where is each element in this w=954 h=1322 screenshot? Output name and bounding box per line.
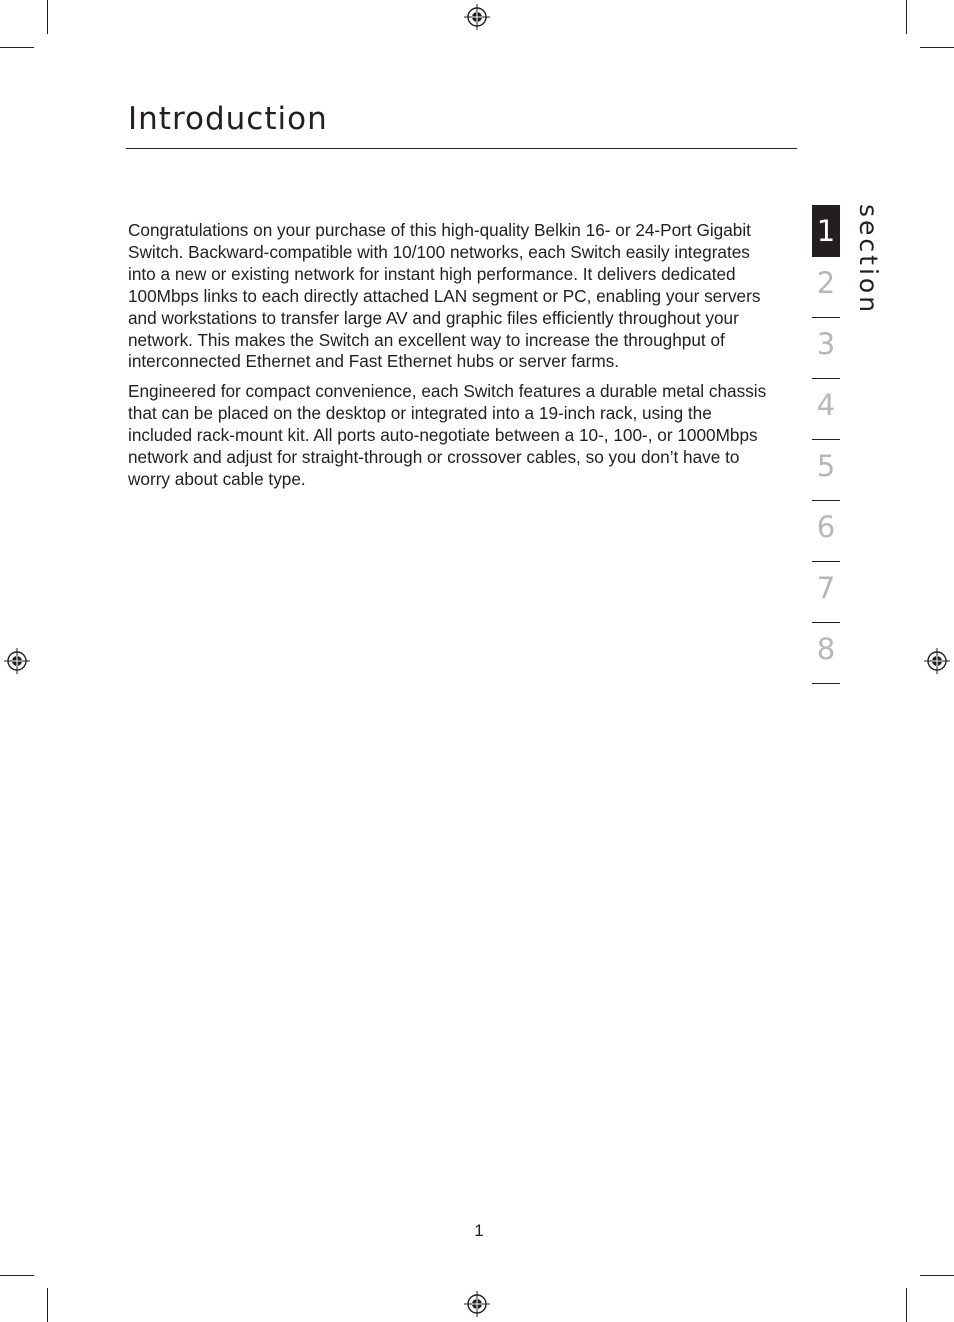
crop-mark-bottom-left xyxy=(47,1288,48,1322)
section-number: 5 xyxy=(816,449,836,483)
section-item-3[interactable] xyxy=(812,318,840,379)
section-item-4[interactable] xyxy=(812,379,840,440)
page-title: Introduction xyxy=(128,101,328,137)
section-label: section xyxy=(854,204,883,316)
section-number: 6 xyxy=(816,510,836,544)
registration-mark-icon xyxy=(924,648,950,674)
section-item-7[interactable] xyxy=(812,562,840,623)
section-number: 2 xyxy=(816,266,836,300)
section-number: 4 xyxy=(816,388,836,422)
crop-mark-bottom-right xyxy=(920,1275,954,1276)
section-divider xyxy=(812,683,840,684)
crop-mark-bottom-left xyxy=(0,1275,34,1276)
paragraph: Congratulations on your purchase of this high-quality Belkin 16- or 24-Port Gigabit Switch. Backward-compatible with 10/100 networks, each Switch easily integrates into a new or existing network for instant high performance. It delivers dedicated 100Mbps links to each directly attached LAN segment or PC, enabling your servers and workstations to transfer large AV and graphic files efficiently throughout your network. This makes the Switch an excellent way to increase the throughput of interconnected Ethernet and Fast Ethernet hubs or server farms. xyxy=(128,220,761,372)
section-number: 8 xyxy=(816,632,836,666)
title-divider xyxy=(126,148,797,149)
section-item-2[interactable] xyxy=(812,257,840,318)
section-number: 1 xyxy=(816,214,836,248)
crop-mark-top-left xyxy=(47,0,48,34)
section-item-1[interactable] xyxy=(812,205,840,257)
registration-mark-icon xyxy=(464,4,490,30)
crop-mark-top-left xyxy=(0,47,34,48)
section-item-6[interactable] xyxy=(812,501,840,562)
paragraph: Engineered for compact convenience, each Switch features a durable metal chassis that can be placed on the desktop or integrated into a 19-inch rack, using the included rack-mount kit. All ports auto-negotiate between a 10-, 100-, or 1000Mbps network and adjust for straight-through or crossover cables, so you don’t have to worry about cable type. xyxy=(128,381,767,489)
page-number: 1 xyxy=(474,1221,484,1240)
crop-mark-top-right xyxy=(920,47,954,48)
section-number: 7 xyxy=(816,571,836,605)
section-item-5[interactable] xyxy=(812,440,840,501)
registration-mark-icon xyxy=(4,648,30,674)
crop-mark-top-right xyxy=(906,0,907,34)
section-item-8[interactable] xyxy=(812,623,840,684)
section-nav xyxy=(812,205,840,684)
section-number: 3 xyxy=(816,327,836,361)
crop-mark-bottom-right xyxy=(906,1288,907,1322)
registration-mark-icon xyxy=(464,1291,490,1317)
body-text xyxy=(128,220,768,499)
